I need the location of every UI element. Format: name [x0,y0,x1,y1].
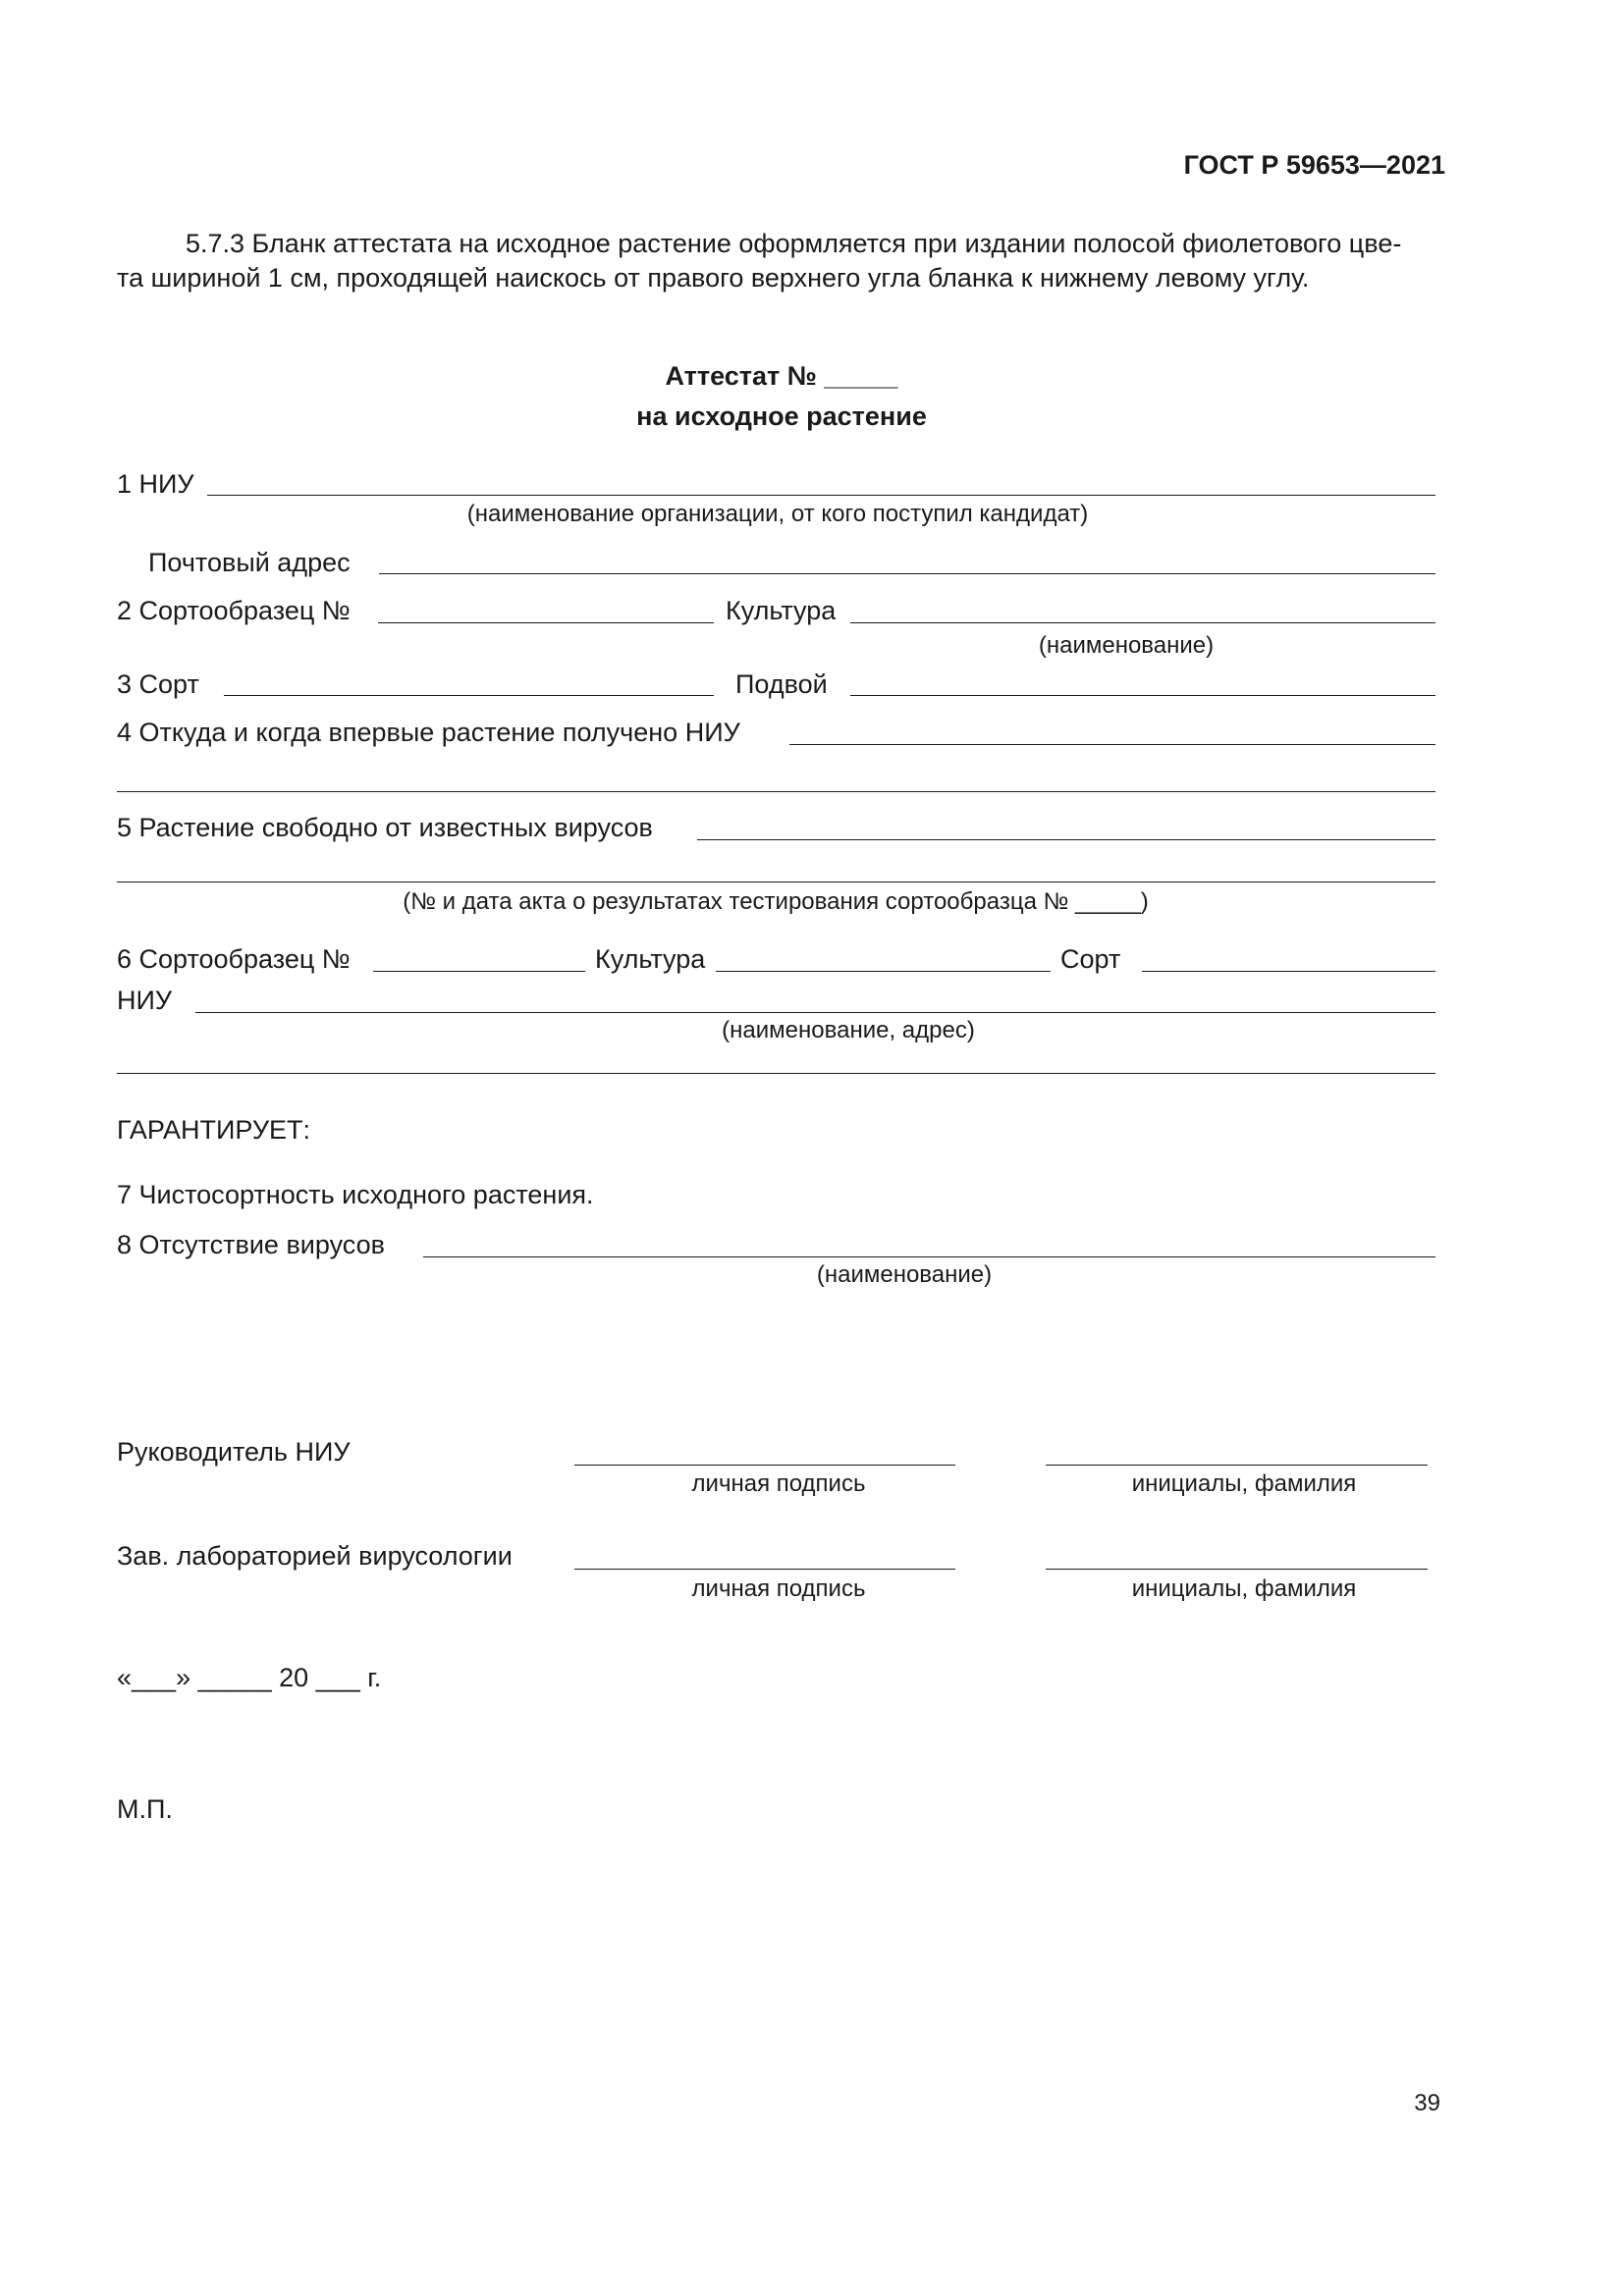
head-signature-hint: личная подпись [691,1470,866,1497]
lab-name-hint: инициалы, фамилия [1131,1575,1357,1602]
stamp-label: М.П. [117,1794,173,1824]
field-2-label: 2 Сортообразец № [117,596,351,625]
field-6-line-extra[interactable] [117,1073,1435,1074]
lab-head-label: Зав. лабораторией вирусологии [117,1541,513,1571]
postal-address-label: Почтовый адрес [148,548,351,577]
head-signature-line[interactable] [574,1465,955,1466]
field-2-culture-line[interactable] [850,622,1435,623]
field-5-line-2[interactable] [117,881,1435,882]
field-4-label: 4 Откуда и когда впервые растение получено НИУ [117,718,740,747]
field-5-label: 5 Растение свободно от известных вирусов [117,813,653,842]
guarantee-heading: ГАРАНТИРУЕТ: [117,1115,311,1145]
postal-address-line[interactable] [379,573,1435,574]
field-6-variety-label: Сорт [1060,944,1121,974]
field-6-culture-label: Культура [595,944,706,974]
head-niu-label: Руководитель НИУ [117,1437,351,1467]
field-6-niu-label: НИУ [117,986,173,1015]
head-name-line[interactable] [1046,1465,1428,1466]
field-6-niu-line[interactable] [195,1012,1435,1013]
intro-line-2: та шириной 1 см, проходящей наискось от правого верхнего угла бланка к нижнему левому углу. [117,263,1310,293]
field-6-variety-line[interactable] [1142,971,1435,972]
field-1-line[interactable] [207,495,1435,496]
field-6-number-line[interactable] [373,971,585,972]
field-4-line-1[interactable] [789,744,1435,745]
field-6-label: 6 Сортообразец № [117,944,351,974]
field-8-hint: (наименование) [816,1261,993,1288]
page-number: 39 [1414,2090,1440,2116]
field-3-rootstock-line[interactable] [850,695,1435,696]
head-name-hint: инициалы, фамилия [1131,1470,1357,1497]
field-1-hint: (наименование организации, от кого поступил кандидат) [466,501,1089,527]
field-5-line-1[interactable] [697,839,1435,840]
lab-name-line[interactable] [1046,1569,1428,1570]
intro-line-1: 5.7.3 Бланк аттестата на исходное растение оформляется при издании полосой фиолетового цве- [186,229,1402,258]
field-6-culture-line[interactable] [716,971,1051,972]
standard-code: ГОСТ Р 59653—2021 [1183,150,1445,180]
form-subtitle: на исходное растение [636,401,927,431]
form-title: Аттестат № _____ [665,361,898,391]
date-line: «___» _____ 20 ___ г. [117,1663,382,1692]
field-2-culture-label: Культура [726,596,837,625]
field-8-label: 8 Отсутствие вирусов [117,1230,385,1259]
field-2-hint: (наименование) [1038,632,1215,659]
field-8-line[interactable] [423,1256,1435,1257]
field-1-label: 1 НИУ [117,469,194,499]
field-2-number-line[interactable] [378,622,714,623]
field-6-hint: (наименование, адрес) [722,1017,975,1043]
lab-signature-hint: личная подпись [691,1575,866,1602]
field-5-hint: (№ и дата акта о результатах тестирования сортообразца № _____) [403,888,1149,915]
field-4-line-2[interactable] [117,791,1435,792]
field-3-variety-line[interactable] [224,695,714,696]
field-3-label: 3 Сорт [117,669,199,699]
field-3-rootstock-label: Подвой [735,669,828,699]
lab-signature-line[interactable] [574,1569,955,1570]
field-7-label: 7 Чистосортность исходного растения. [117,1180,594,1209]
